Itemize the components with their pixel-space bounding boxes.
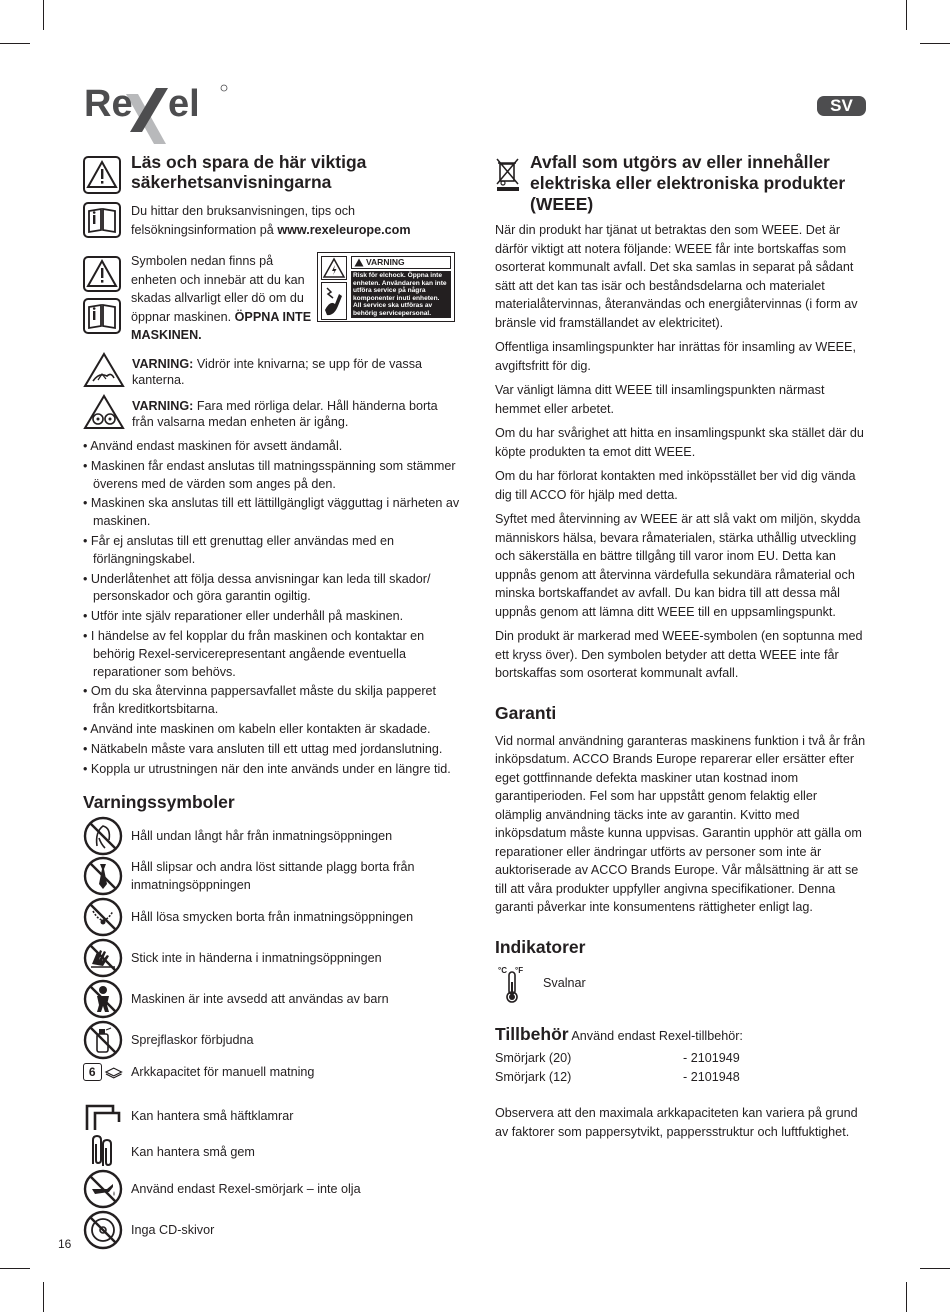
symbol-label: Håll lösa smycken borta från inmatningsöppningen bbox=[131, 910, 414, 924]
safety-header bbox=[83, 152, 461, 198]
accessories-subtitle: Använd endast Rexel-tillbehör: bbox=[568, 1028, 743, 1043]
warranty-text: Vid normal användning garanteras maskinens funktion i två år från inköpsdatum. ACCO Brands Europe reparerar eller ersätter efter eget gottfinnande defekta maskiner utan kostnad inom garantiperioden. Fel som har uppstått genom felaktig eller olämplig användning täcks inte av garantin. Kvitto med inköpsdatum måste kunna uppvisas. Garantin upphör att gälla om reparationer eller ändringar utförts av personer som inte är auktoriserade av ACCO Brands Europe. Vår målsättning är att se till att våra produkter uppfyller angivna specifikationer. Denna garanti påverkar inte konsumentens rättigheter enligt lag. bbox=[495, 733, 866, 914]
warning-triangle-icon bbox=[83, 256, 121, 292]
weee-paragraph: När din produkt har tjänat ut betraktas den som WEEE. Det är därför viktigt att notera följande: WEEE får inte bortskaffas som osorterat kommunalt avfall. Det ska samlas in separat på sådant sätt att det kan tas isär och beståndsdelarna och materialet materialåtervinnas, återanvändas och energiåtervinnas (i form av bränsle vid framställandet av elektricitet). bbox=[495, 223, 858, 330]
moving-parts-warning-icon bbox=[83, 394, 125, 430]
panel-label bbox=[351, 256, 451, 269]
list-item: • Om du ska återvinna pappersavfallet måste du skilja papperet från kreditkortsbitarna. bbox=[83, 684, 437, 717]
warning-moving-parts-row bbox=[83, 394, 461, 434]
crop-mark bbox=[906, 1282, 907, 1312]
warning-symbols-section bbox=[83, 792, 463, 1252]
symbol-row bbox=[83, 1062, 314, 1082]
sheet-capacity-icon bbox=[83, 1062, 123, 1082]
symbol-label: Håll undan långt hår från inmatningsöppningen bbox=[131, 829, 393, 843]
symbol-label: Arkkapacitet för manuell matning bbox=[131, 1065, 315, 1079]
list-item: • Får ej anslutas till ett grenuttag eller användas med en förlängningskabel. bbox=[83, 533, 395, 566]
sheet-capacity-badge: 6 bbox=[83, 1063, 102, 1081]
warning-knives-row bbox=[83, 352, 461, 392]
electric-warning-panel bbox=[317, 252, 455, 322]
symbol-label: Stick inte in händerna i inmatningsöppningen bbox=[131, 951, 382, 965]
no-jewelry-icon bbox=[83, 897, 123, 937]
weee-paragraph: Var vänligt lämna ditt WEEE till insamlingspunkten närmast hemmet eller arbetet. bbox=[495, 383, 825, 416]
list-item: • Använd endast maskinen för avsett ändamål. bbox=[83, 439, 343, 453]
warning-moving-parts-text bbox=[132, 398, 452, 430]
weee-paragraph: Syftet med återvinning av WEEE är att slå vakt om miljön, skydda människors hälsa, bevara råmaterialen, stärka uthållig utveckling och säkerställa en bättre tillgång till varor inom EU. Detta kan uppnås genom att återvinna värdefulla sekundära råmaterial och minska bortskaffandet av avfall. Du kan bidra till att dessa mål uppnås genom att lämna ditt WEEE till en uppsamlingspunkt. bbox=[495, 512, 861, 619]
small-warning-icon bbox=[354, 258, 364, 267]
thermometer-icon bbox=[495, 964, 529, 1004]
symbol-row bbox=[83, 938, 382, 978]
crossed-bin-icon bbox=[495, 156, 521, 192]
warning-knives-body: Vidrör inte knivarna; se upp för de vassa kanterna. bbox=[132, 357, 423, 387]
symbol-row bbox=[83, 1020, 254, 1060]
weee-title: Avfall som utgörs av eller innehåller elektriska eller elektroniska produkter (WEEE) bbox=[530, 152, 846, 214]
warning-triangle-icon bbox=[83, 156, 121, 194]
symbol-row bbox=[83, 1169, 361, 1209]
panel-label-text: VARNING bbox=[366, 257, 405, 267]
no-hair-icon bbox=[83, 816, 123, 856]
symbol-row bbox=[83, 897, 413, 937]
symbol-label: Kan hantera små häftklamrar bbox=[131, 1109, 294, 1123]
symbol-row bbox=[83, 979, 389, 1019]
no-spray-icon bbox=[83, 1020, 123, 1060]
paperclip-icon bbox=[83, 1132, 123, 1172]
crop-mark bbox=[906, 0, 907, 30]
no-hands-icon bbox=[83, 938, 123, 978]
safety-title: Läs och spara de här viktiga säkerhetsanvisningarna bbox=[131, 152, 367, 192]
symbol-label: Håll slipsar och andra löst sittande plagg borta från inmatningsöppningen bbox=[131, 860, 415, 892]
accessory-code: - 2101949 bbox=[683, 1051, 740, 1065]
warning-symbols-title: Varningssymboler bbox=[83, 792, 235, 812]
lightning-triangle-icon bbox=[321, 256, 347, 280]
symbol-row bbox=[83, 1096, 293, 1136]
staples-icon bbox=[83, 1096, 123, 1136]
symbol-row bbox=[83, 856, 431, 896]
symbol-text-bold: ÖPPNA INTE MASKINEN. bbox=[131, 309, 312, 342]
page-number: 16 bbox=[58, 1237, 72, 1251]
symbol-label: Sprejflaskor förbjudna bbox=[131, 1033, 254, 1047]
rexel-logo bbox=[84, 78, 230, 144]
crop-mark bbox=[920, 1268, 950, 1269]
svg-text:°F: °F bbox=[515, 965, 524, 975]
crop-mark bbox=[43, 0, 44, 30]
warning-knives-text bbox=[132, 356, 452, 388]
accessory-name: Smörjark (20) bbox=[495, 1051, 572, 1065]
list-item: • Koppla ur utrustningen när den inte används under en längre tid. bbox=[83, 761, 451, 776]
weee-header bbox=[495, 152, 867, 215]
symbol-text bbox=[131, 252, 315, 345]
svg-text:°C: °C bbox=[498, 965, 507, 975]
list-item: • Maskinen ska anslutas till ett lättillgängligt vägguttag i närheten av maskinen. bbox=[83, 496, 460, 529]
no-tie-icon bbox=[83, 856, 123, 896]
manual-book-icon bbox=[83, 298, 121, 334]
symbol-label: Maskinen är inte avsedd att användas av barn bbox=[131, 992, 389, 1006]
no-oil-icon bbox=[83, 1169, 123, 1209]
manual-book-icon bbox=[83, 202, 121, 238]
list-item: • Utför inte själv reparationer eller underhåll på maskinen. bbox=[83, 609, 404, 624]
warning-label: VARNING: bbox=[132, 399, 194, 413]
weee-body bbox=[495, 221, 867, 683]
manual-text-body: Du hittar den bruksanvisningen, tips och felsökningsinformation på bbox=[131, 204, 356, 237]
symbol-label: Inga CD-skivor bbox=[131, 1223, 215, 1237]
indicator-row bbox=[495, 964, 867, 1004]
symbol-label: Använd endast Rexel-smörjark – inte olja bbox=[131, 1182, 361, 1196]
weee-paragraph: Om du har svårighet att hitta en insamlingspunkt ska stället där du köpte produkten ta emot ditt WEEE. bbox=[495, 426, 864, 459]
weee-paragraph: Din produkt är markerad med WEEE-symbolen (en soptunna med ett kryss över). Den symbolen betyder att detta WEEE inte får bortskaffas som osorterat kommunalt avfall. bbox=[495, 629, 863, 680]
crop-mark bbox=[0, 1268, 30, 1269]
accessories-header bbox=[495, 1024, 867, 1046]
electric-shock-hand-icon bbox=[321, 282, 347, 320]
list-item: • Använd inte maskinen om kabeln eller kontakten är skadade. bbox=[83, 721, 431, 736]
accessories-title: Tillbehör bbox=[495, 1023, 569, 1044]
accessory-name: Smörjark (12) bbox=[495, 1069, 572, 1084]
symbol-block bbox=[83, 252, 461, 352]
symbol-row bbox=[83, 1210, 214, 1250]
indicator-label: Svalnar bbox=[543, 976, 586, 991]
sharp-blade-warning-icon bbox=[83, 352, 125, 388]
warning-label: VARNING: bbox=[132, 357, 194, 371]
panel-text: Risk för elchock. Öppna inte enheten. Användaren kan inte utföra service på några komponenter inuti enheten. All service ska utföras av behörig servicepersonal. bbox=[351, 271, 451, 318]
safety-bullet-list bbox=[83, 438, 461, 778]
accessory-code: - 2101948 bbox=[683, 1069, 740, 1084]
left-column bbox=[83, 152, 461, 780]
no-cd-icon bbox=[83, 1210, 123, 1250]
accessories-note: Observera att den maximala arkkapaciteten kan variera på grund av faktorer som pappersytvikt, pappersstruktur och luftfuktighet. bbox=[495, 1106, 858, 1139]
manual-text bbox=[131, 202, 431, 239]
paper-stack-icon bbox=[104, 1064, 123, 1080]
symbol-row bbox=[83, 1132, 255, 1172]
warranty-title: Garanti bbox=[495, 702, 557, 723]
crop-mark bbox=[43, 1282, 44, 1312]
accessories-table bbox=[495, 1049, 867, 1086]
list-item: • Maskinen får endast anslutas till matningsspänning som stämmer överens med de värden som anges på den. bbox=[83, 458, 456, 491]
weee-paragraph: Offentliga insamlingspunkter har inrättas för insamling av WEEE, avgiftsfritt för dig. bbox=[495, 340, 856, 373]
right-column bbox=[495, 152, 867, 1141]
svg-text:Re: Re bbox=[84, 83, 133, 125]
weee-paragraph: Om du har förlorat kontakten med inköpsstället ber vid dig vända dig till ACCO för hjälp med detta. bbox=[495, 469, 856, 502]
symbol-row bbox=[83, 816, 392, 856]
warning-moving-parts-body: Fara med rörliga delar. Håll händerna borta från valsarna medan enheten är igång. bbox=[132, 399, 438, 429]
list-item: • Nätkabeln måste vara ansluten till ett uttag med jordanslutning. bbox=[83, 741, 443, 756]
svg-text:el: el bbox=[168, 83, 200, 125]
crop-mark bbox=[920, 43, 950, 44]
indicators-title: Indikatorer bbox=[495, 936, 586, 957]
symbol-text-body: Symbolen nedan finns på enheten och innebär att du kan skadas allvarligt eller dö om du öppnar maskinen. bbox=[131, 254, 305, 324]
list-item: • I händelse av fel kopplar du från maskinen och kontaktar en behörig Rexel-servicerepresentant angående eventuella reparationer som behövs. bbox=[83, 628, 425, 679]
symbol-label: Kan hantera små gem bbox=[131, 1145, 255, 1159]
crop-mark bbox=[0, 43, 30, 44]
list-item: • Underlåtenhet att följa dessa anvisningar kan leda till skador/ personskador och göra garantin ogiltig. bbox=[83, 571, 431, 604]
no-children-icon bbox=[83, 979, 123, 1019]
manual-url-link[interactable]: www.rexeleurope.com bbox=[277, 222, 411, 237]
language-badge: SV bbox=[817, 96, 866, 116]
manual-row bbox=[83, 202, 461, 246]
